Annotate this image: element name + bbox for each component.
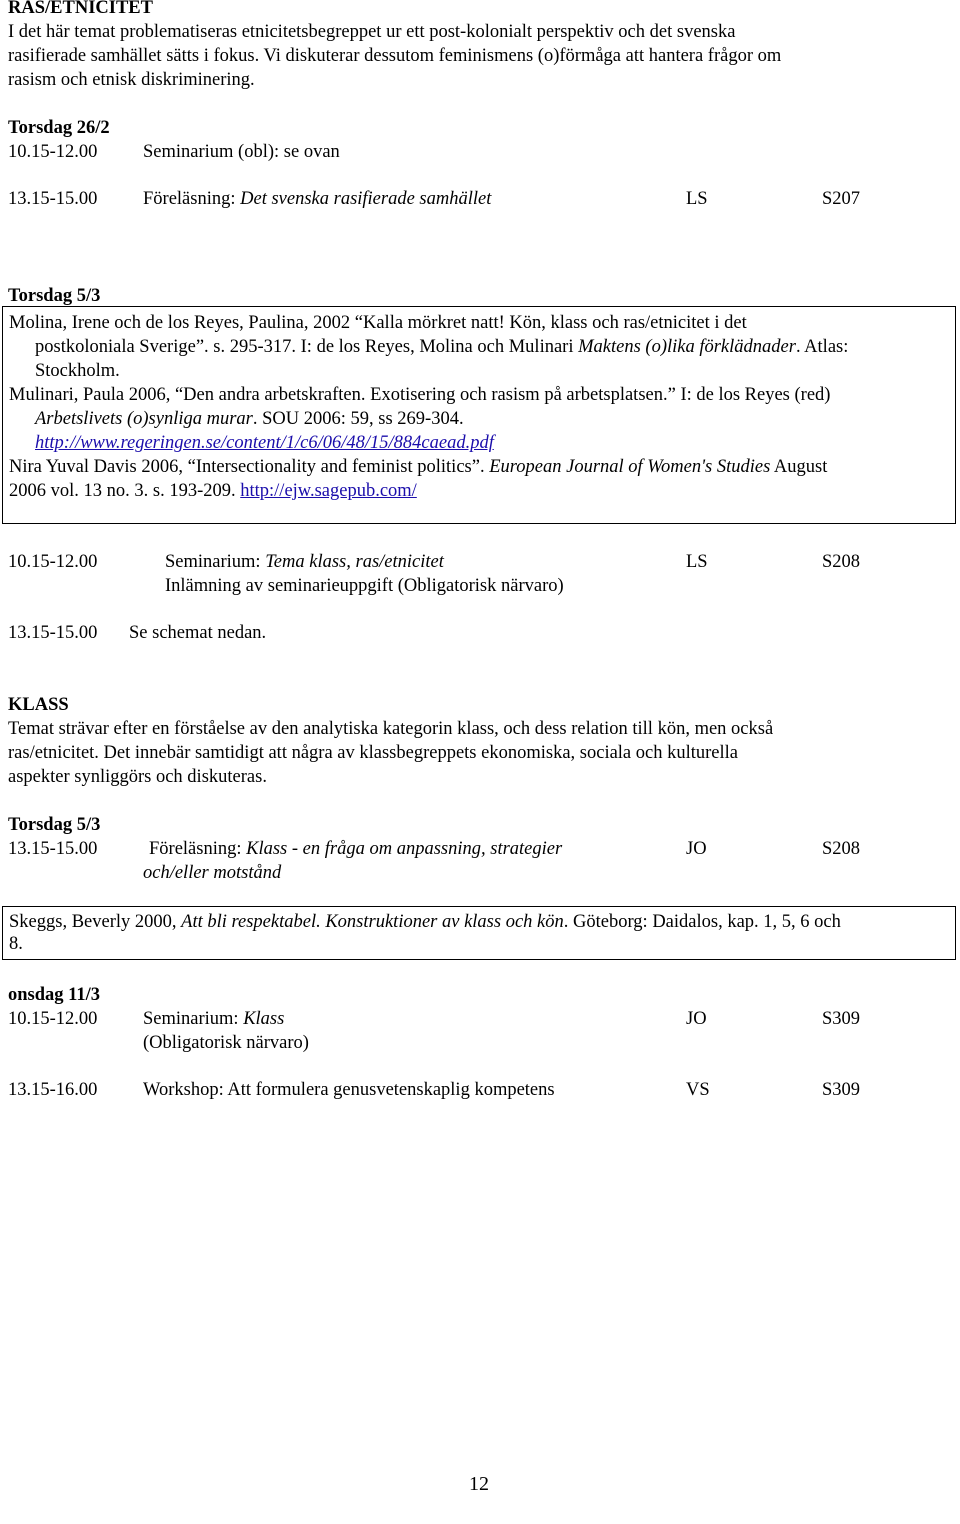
ras-s2-teacher: LS xyxy=(686,189,708,209)
reading-2-ref: . SOU 2006: 59, ss 269-304. xyxy=(252,409,464,429)
klass-s1-time: 10.15-12.00 xyxy=(8,1009,98,1029)
klass-l1-time: 13.15-15.00 xyxy=(8,839,98,859)
reading-3-line-2 xyxy=(9,479,417,503)
klass-l1-teacher: JO xyxy=(686,839,707,859)
klass-l1-room: S208 xyxy=(822,839,861,859)
ras-intro-line-2: rasifierade samhället sätts i fokus. Vi diskuterar dessutom feminismens (o)förmåga att hantera frågor om xyxy=(8,46,782,66)
klass-s1-room: S309 xyxy=(822,1009,861,1029)
ras-s3-title: Tema klass, ras/etnicitet xyxy=(265,552,444,572)
klass-w-text: Workshop: Att formulera genusvetenskaplig kompetens xyxy=(143,1080,555,1100)
klass-reading-line-2: 8. xyxy=(9,934,23,954)
klass-w-room: S309 xyxy=(822,1080,861,1100)
reading-1-text: postkoloniala Sverige”. s. 295-317. I: de los Reyes, Molina och Mulinari xyxy=(35,337,579,357)
klass-reading-box xyxy=(2,906,956,960)
klass-l1-pre: Föreläsning: xyxy=(149,839,247,859)
ras-day-2: Torsdag 5/3 xyxy=(8,286,101,306)
ras-intro-line-1: I det här temat problematiseras etnicitetsbegreppet ur ett post-kolonialt perspektiv och det svenska xyxy=(8,22,736,42)
reading-3-month: August xyxy=(770,457,828,477)
reading-3-journal: European Journal of Women's Studies xyxy=(489,457,771,477)
reading-3-link[interactable]: http://ejw.sagepub.com/ xyxy=(240,481,417,501)
ras-s3-desc xyxy=(165,550,444,574)
reading-1-line-2 xyxy=(35,335,848,359)
ras-s2-pre: Föreläsning: xyxy=(143,189,241,209)
ras-s1-text: Seminarium (obl): se ovan xyxy=(143,142,340,162)
ras-s4-text: Se schemat nedan. xyxy=(129,623,267,643)
klass-day-1: Torsdag 5/3 xyxy=(8,815,101,835)
ras-s3-time: 10.15-12.00 xyxy=(8,552,98,572)
ras-reading-box xyxy=(2,306,956,524)
section-heading-klass: KLASS xyxy=(8,695,69,715)
reading-1-line-1: Molina, Irene och de los Reyes, Paulina, 2002 “Kalla mörkret natt! Kön, klass och ras/etnicitet i det xyxy=(9,313,747,333)
ras-day-1: Torsdag 26/2 xyxy=(8,118,110,138)
reading-3-volume: 2006 vol. 13 no. 3. s. 193-209. xyxy=(9,481,241,501)
ras-s2-desc xyxy=(143,187,491,211)
ras-s3-room: S208 xyxy=(822,552,861,572)
ras-s3-pre: Seminarium: xyxy=(165,552,266,572)
klass-intro-line-1: Temat strävar efter en förståelse av den analytiska kategorin klass, och dess relation till kön, men också xyxy=(8,719,774,739)
klass-l1-title: Klass - en fråga om anpassning, strategier xyxy=(246,839,563,859)
ras-s3-teacher: LS xyxy=(686,552,708,572)
ras-s2-time: 13.15-15.00 xyxy=(8,189,98,209)
reading-1-publisher: . Atlas: xyxy=(795,337,849,357)
klass-reading-author: Skeggs, Beverly 2000, xyxy=(9,912,182,932)
ras-s2-room: S207 xyxy=(822,189,861,209)
klass-w-teacher: VS xyxy=(686,1080,710,1100)
klass-w-time: 13.15-16.00 xyxy=(8,1080,98,1100)
klass-reading-line-1 xyxy=(9,910,841,934)
ras-s3-line-2: Inlämning av seminarieuppgift (Obligatorisk närvaro) xyxy=(165,576,564,596)
klass-s1-title: Klass xyxy=(243,1009,285,1029)
reading-2-line-2 xyxy=(35,407,464,431)
ras-intro-line-3: rasism och etnisk diskriminering. xyxy=(8,70,255,90)
reading-3-text: Nira Yuval Davis 2006, “Intersectionality and feminist politics”. xyxy=(9,457,490,477)
klass-s1-teacher: JO xyxy=(686,1009,707,1029)
klass-s1-line-2: (Obligatorisk närvaro) xyxy=(143,1033,309,1053)
ras-s4-time: 13.15-15.00 xyxy=(8,623,98,643)
section-heading-ras: RAS/ETNICITET xyxy=(8,0,153,18)
reading-1-line-3: Stockholm. xyxy=(35,361,120,381)
reading-2-line-1: Mulinari, Paula 2006, “Den andra arbetskraften. Exotisering och rasism på arbetsplatsen.” I: de los Reyes (red) xyxy=(9,385,831,405)
klass-intro-line-3: aspekter synliggörs och diskuteras. xyxy=(8,767,267,787)
ras-s2-title: Det svenska rasifierade samhället xyxy=(240,189,492,209)
klass-s1-pre: Seminarium: xyxy=(143,1009,244,1029)
page-number: 12 xyxy=(469,1473,489,1495)
reading-3-line-1 xyxy=(9,455,827,479)
klass-reading-title: Att bli respektabel. Konstruktioner av klass och kön xyxy=(181,912,564,932)
klass-intro-line-2: ras/etnicitet. Det innebär samtidigt att några av klassbegreppets ekonomiska, sociala och kulturella xyxy=(8,743,739,763)
klass-s1-desc xyxy=(143,1007,284,1031)
reading-2-link[interactable]: http://www.regeringen.se/content/1/c6/06/48/15/884caead.pdf xyxy=(35,433,494,453)
klass-l1-desc xyxy=(149,837,562,861)
klass-l1-title-line-2: och/eller motstånd xyxy=(143,863,282,883)
reading-2-book-title: Arbetslivets (o)synliga murar xyxy=(35,409,253,429)
ras-s1-time: 10.15-12.00 xyxy=(8,142,98,162)
klass-reading-publisher: . Göteborg: Daidalos, kap. 1, 5, 6 och xyxy=(563,912,841,932)
reading-1-book-title: Maktens (o)lika förklädnader xyxy=(578,337,796,357)
klass-day-2: onsdag 11/3 xyxy=(8,985,101,1005)
